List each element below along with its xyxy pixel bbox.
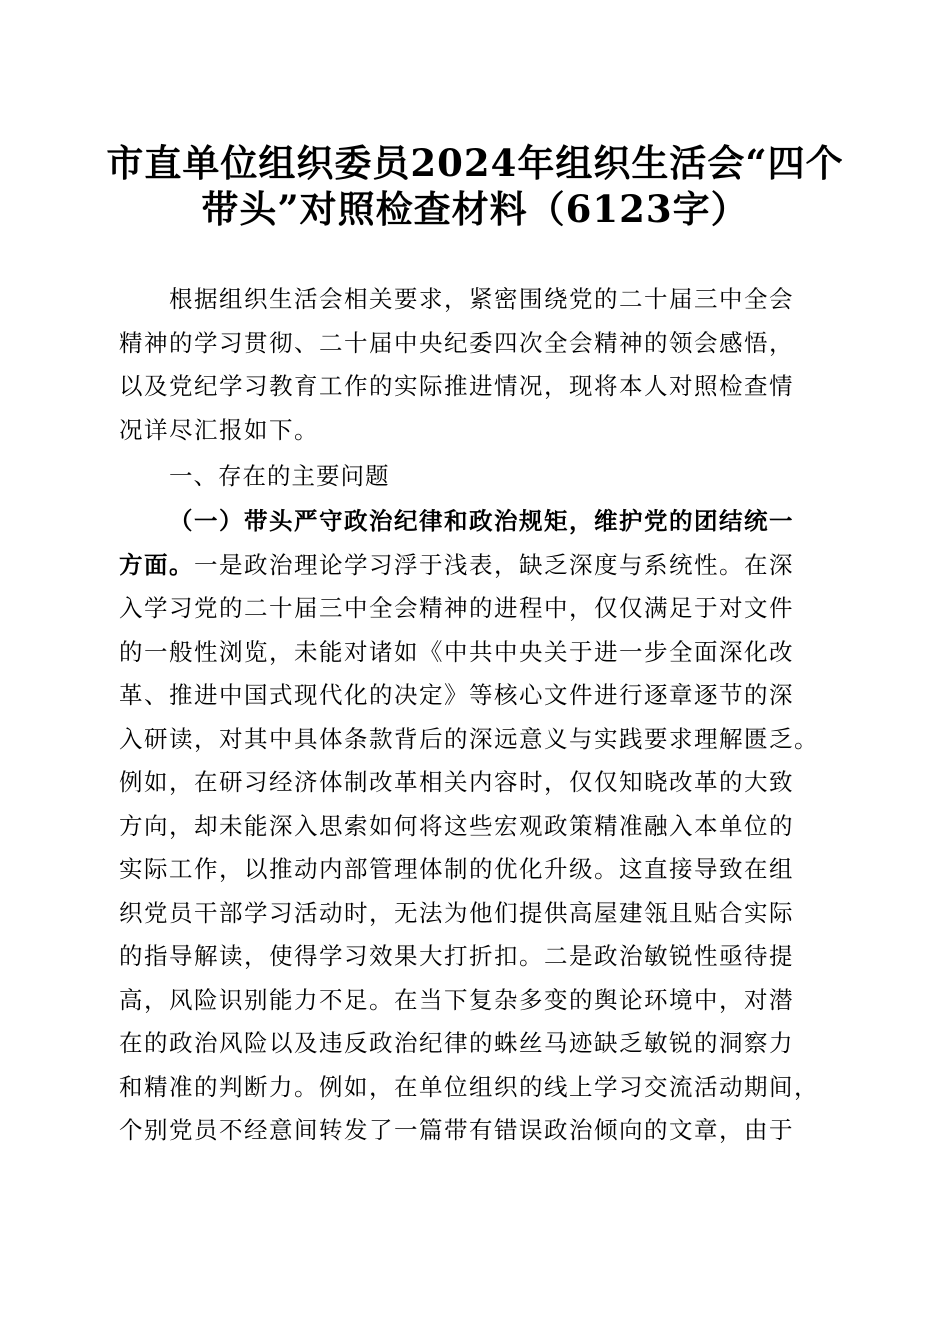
section-1-line <box>119 544 834 588</box>
section-1-lead-tail: 方面。 <box>119 550 194 579</box>
section-1-line: 高，风险识别能力不足。在当下复杂多变的舆论环境中，对潜 <box>119 985 794 1014</box>
document-title <box>100 140 850 232</box>
section-1-line: 的指导解读，使得学习效果大打折扣。二是政治敏锐性亟待提 <box>119 942 794 970</box>
section-heading-problems: 一、存在的主要问题 <box>169 462 390 490</box>
title-line-2: 带头”对照检查材料（6123字） <box>201 187 749 231</box>
section-1-line: 个别党员不经意间转发了一篇带有错误政治倾向的文章，由于 <box>119 1116 794 1144</box>
section-1-line-rest: 一是政治理论学习浮于浅表，缺乏深度与系统性。在深 <box>194 550 794 579</box>
section-1-line: 例如，在研习经济体制改革相关内容时，仅仅知晓改革的大致 <box>119 768 794 796</box>
section-1-lead-text: （一）带头严守政治纪律和政治规矩，维护党的团结统一 <box>169 507 794 535</box>
section-1-line: 在的政治风险以及违反政治纪律的蛛丝马迹缺乏敏锐的洞察力 <box>119 1029 794 1057</box>
section-1-lead <box>119 500 834 544</box>
section-1-line: 织党员干部学习活动时，无法为他们提供高屋建瓴且贴合实际 <box>119 898 794 927</box>
section-1-line: 和精准的判断力。例如，在单位组织的线上学习交流活动期间， <box>119 1072 819 1101</box>
intro-line: 以及党纪学习教育工作的实际推进情况，现将本人对照检查情 <box>119 372 794 400</box>
section-1-line: 入学习党的二十届三中全会精神的进程中，仅仅满足于对文件 <box>119 594 794 622</box>
intro-line: 况详尽汇报如下。 <box>119 415 319 444</box>
section-1-line: 实际工作，以推动内部管理体制的优化升级。这直接导致在组 <box>119 855 794 883</box>
intro-line: 精神的学习贯彻、二十届中央纪委四次全会精神的领会感悟， <box>119 328 794 357</box>
intro-paragraph <box>119 278 834 452</box>
section-1-paragraph <box>119 500 834 1153</box>
section-1-line: 方向，却未能深入思索如何将这些宏观政策精准融入本单位的 <box>119 811 794 840</box>
section-1-line: 的一般性浏览，未能对诸如《中共中央关于进一步全面深化改 <box>119 637 794 666</box>
section-1-line: 革、推进中国式现代化的决定》等核心文件进行逐章逐节的深 <box>119 681 794 709</box>
title-line-1: 市直单位组织委员2024年组织生活会“四个 <box>106 141 844 185</box>
intro-line: 根据组织生活会相关要求，紧密围绕党的二十届三中全会 <box>169 285 794 313</box>
section-1-line: 入研读，对其中具体条款背后的深远意义与实践要求理解匮乏。 <box>119 724 819 753</box>
